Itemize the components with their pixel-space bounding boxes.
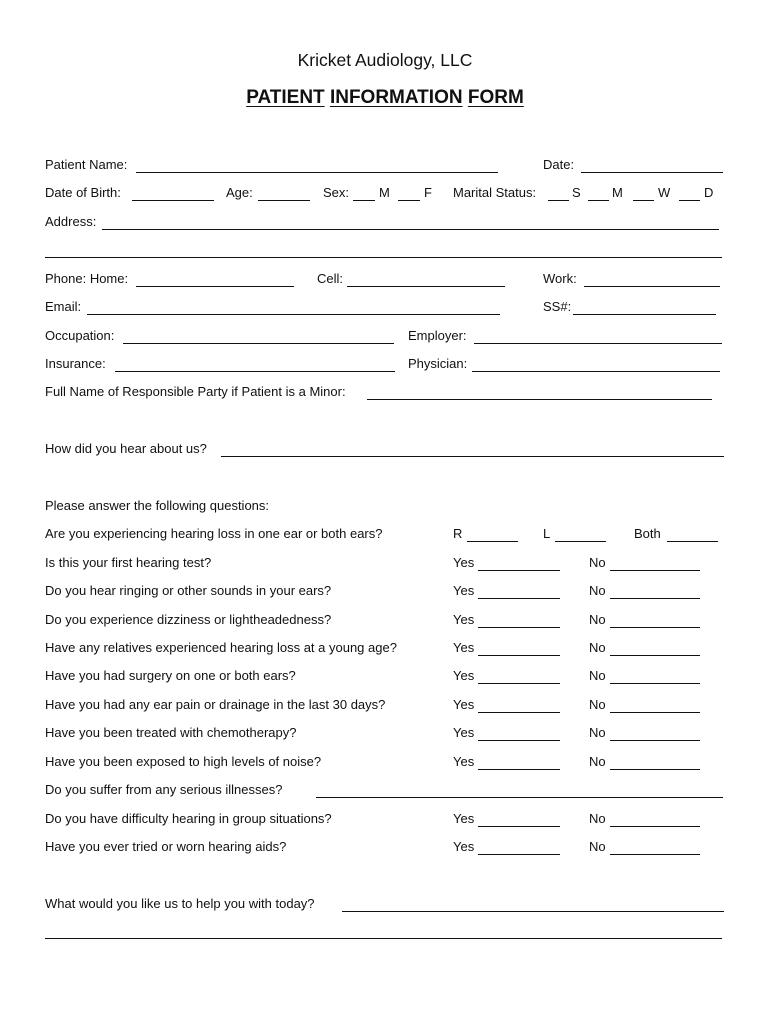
no-line[interactable]	[610, 683, 700, 684]
no-label: No	[589, 811, 606, 826]
physician-line	[472, 371, 720, 372]
ear-both-line[interactable]	[667, 541, 718, 542]
illness-field[interactable]	[318, 780, 721, 796]
yes-line[interactable]	[478, 683, 560, 684]
cell-label: Cell:	[317, 271, 344, 286]
occupation-label: Occupation:	[45, 328, 115, 343]
no-label: No	[589, 640, 606, 655]
patient-name-label: Patient Name:	[45, 157, 128, 172]
yes-label: Yes	[453, 697, 475, 712]
sex-f-label: F	[424, 185, 432, 200]
question-text: Have you been exposed to high levels of noise?	[45, 754, 322, 769]
marital-m-label: M	[612, 185, 623, 200]
work-label: Work:	[543, 271, 577, 286]
ear-question: Are you experiencing hearing loss in one ear or both ears?	[45, 526, 383, 541]
help-today-line-2	[45, 938, 722, 939]
age-field[interactable]	[260, 183, 308, 199]
no-line[interactable]	[610, 570, 700, 571]
question-text: Do you have difficulty hearing in group situations?	[45, 811, 332, 826]
no-line[interactable]	[610, 712, 700, 713]
cell-field[interactable]	[349, 269, 503, 285]
marital-s-line[interactable]	[548, 200, 569, 201]
insurance-line	[115, 371, 395, 372]
marital-d-line[interactable]	[679, 200, 700, 201]
no-line[interactable]	[610, 826, 700, 827]
employer-line	[474, 343, 722, 344]
yes-line[interactable]	[478, 655, 560, 656]
yes-line[interactable]	[478, 570, 560, 571]
work-line	[584, 286, 720, 287]
address-line	[102, 229, 719, 230]
no-label: No	[589, 754, 606, 769]
employer-label: Employer:	[408, 328, 467, 343]
email-field[interactable]	[89, 297, 498, 313]
marital-s-label: S	[572, 185, 581, 200]
title-word-form: FORM	[467, 87, 524, 108]
yes-label: Yes	[453, 811, 475, 826]
question-text: Have any relatives experienced hearing loss at a young age?	[45, 640, 397, 655]
yes-label: Yes	[453, 668, 475, 683]
no-label: No	[589, 583, 606, 598]
no-line[interactable]	[610, 655, 700, 656]
question-text: Do you experience dizziness or lightheadedness?	[45, 612, 332, 627]
no-label: No	[589, 668, 606, 683]
question-text: Is this your first hearing test?	[45, 555, 212, 570]
questions-intro: Please answer the following questions:	[45, 498, 270, 513]
yes-label: Yes	[453, 725, 475, 740]
no-label: No	[589, 725, 606, 740]
dob-line	[132, 200, 214, 201]
email-line	[87, 314, 500, 315]
phone-home-label: Phone: Home:	[45, 271, 129, 286]
responsible-party-line	[367, 399, 712, 400]
yes-label: Yes	[453, 754, 475, 769]
yes-label: Yes	[453, 555, 475, 570]
date-line	[581, 172, 723, 173]
yes-line[interactable]	[478, 740, 560, 741]
ssn-line	[573, 314, 716, 315]
employer-field[interactable]	[476, 326, 720, 342]
address-field[interactable]	[104, 212, 716, 228]
no-line[interactable]	[610, 740, 700, 741]
how-heard-field[interactable]	[223, 439, 722, 455]
work-field[interactable]	[586, 269, 718, 285]
no-line[interactable]	[610, 769, 700, 770]
email-label: Email:	[45, 299, 82, 314]
no-label: No	[589, 839, 606, 854]
yes-line[interactable]	[478, 826, 560, 827]
help-today-field[interactable]	[344, 894, 722, 910]
question-text: Have you had surgery on one or both ears?	[45, 668, 296, 683]
marital-d-label: D	[704, 185, 714, 200]
age-line	[258, 200, 310, 201]
sex-m-line[interactable]	[353, 200, 375, 201]
physician-label: Physician:	[408, 356, 468, 371]
ssn-field[interactable]	[575, 297, 714, 313]
sex-f-line[interactable]	[398, 200, 420, 201]
company-name: Kricket Audiology, LLC	[297, 50, 473, 70]
marital-w-label: W	[658, 185, 671, 200]
phone-home-field[interactable]	[138, 269, 292, 285]
question-text: Have you had any ear pain or drainage in the last 30 days?	[45, 697, 386, 712]
no-line[interactable]	[610, 854, 700, 855]
question-text: Have you been treated with chemotherapy?	[45, 725, 297, 740]
address-label: Address:	[45, 214, 97, 229]
how-heard-line	[221, 456, 724, 457]
responsible-party-label: Full Name of Responsible Party if Patient is a Minor:	[45, 384, 346, 399]
help-today-field-2[interactable]	[47, 921, 719, 937]
how-heard-label: How did you hear about us?	[45, 441, 207, 456]
sex-m-label: M	[379, 185, 390, 200]
dob-field[interactable]	[134, 183, 212, 199]
marital-status-label: Marital Status:	[453, 185, 537, 200]
yes-line[interactable]	[478, 712, 560, 713]
form-title	[0, 87, 770, 109]
marital-m-line[interactable]	[588, 200, 609, 201]
ssn-label: SS#:	[543, 299, 572, 314]
no-line[interactable]	[610, 627, 700, 628]
physician-field[interactable]	[474, 354, 718, 370]
illness-line	[316, 797, 723, 798]
dob-label: Date of Birth:	[45, 185, 121, 200]
ear-l-line[interactable]	[555, 541, 606, 542]
date-field[interactable]	[583, 155, 721, 171]
no-label: No	[589, 612, 606, 627]
age-label: Age:	[226, 185, 253, 200]
patient-name-line	[136, 172, 498, 173]
no-label: No	[589, 555, 606, 570]
insurance-field[interactable]	[117, 354, 393, 370]
no-line[interactable]	[610, 598, 700, 599]
yes-line[interactable]	[478, 598, 560, 599]
yes-label: Yes	[453, 839, 475, 854]
ear-r-label: R	[453, 526, 463, 541]
yes-label: Yes	[453, 583, 475, 598]
title-word-information: INFORMATION	[329, 87, 463, 108]
date-label: Date:	[543, 157, 575, 172]
cell-line	[347, 286, 505, 287]
illness-question: Do you suffer from any serious illnesses?	[45, 782, 283, 797]
occupation-field[interactable]	[125, 326, 392, 342]
ear-both-label: Both	[634, 526, 661, 541]
no-label: No	[589, 697, 606, 712]
title-word-patient: PATIENT	[246, 87, 325, 108]
yes-line[interactable]	[478, 854, 560, 855]
yes-line[interactable]	[478, 769, 560, 770]
sex-label: Sex:	[323, 185, 350, 200]
yes-line[interactable]	[478, 627, 560, 628]
ear-r-line[interactable]	[467, 541, 518, 542]
occupation-line	[123, 343, 394, 344]
phone-home-line	[136, 286, 294, 287]
yes-label: Yes	[453, 640, 475, 655]
address-line-2	[45, 257, 722, 258]
patient-name-field[interactable]	[138, 155, 496, 171]
help-today-line	[342, 911, 724, 912]
responsible-party-field[interactable]	[369, 382, 710, 398]
insurance-label: Insurance:	[45, 356, 106, 371]
question-text: Do you hear ringing or other sounds in your ears?	[45, 583, 332, 598]
question-text: Have you ever tried or worn hearing aids?	[45, 839, 287, 854]
ear-l-label: L	[543, 526, 551, 541]
marital-w-line[interactable]	[633, 200, 654, 201]
address-field-2[interactable]	[47, 240, 719, 256]
yes-label: Yes	[453, 612, 475, 627]
help-today-label: What would you like us to help you with today?	[45, 896, 315, 911]
